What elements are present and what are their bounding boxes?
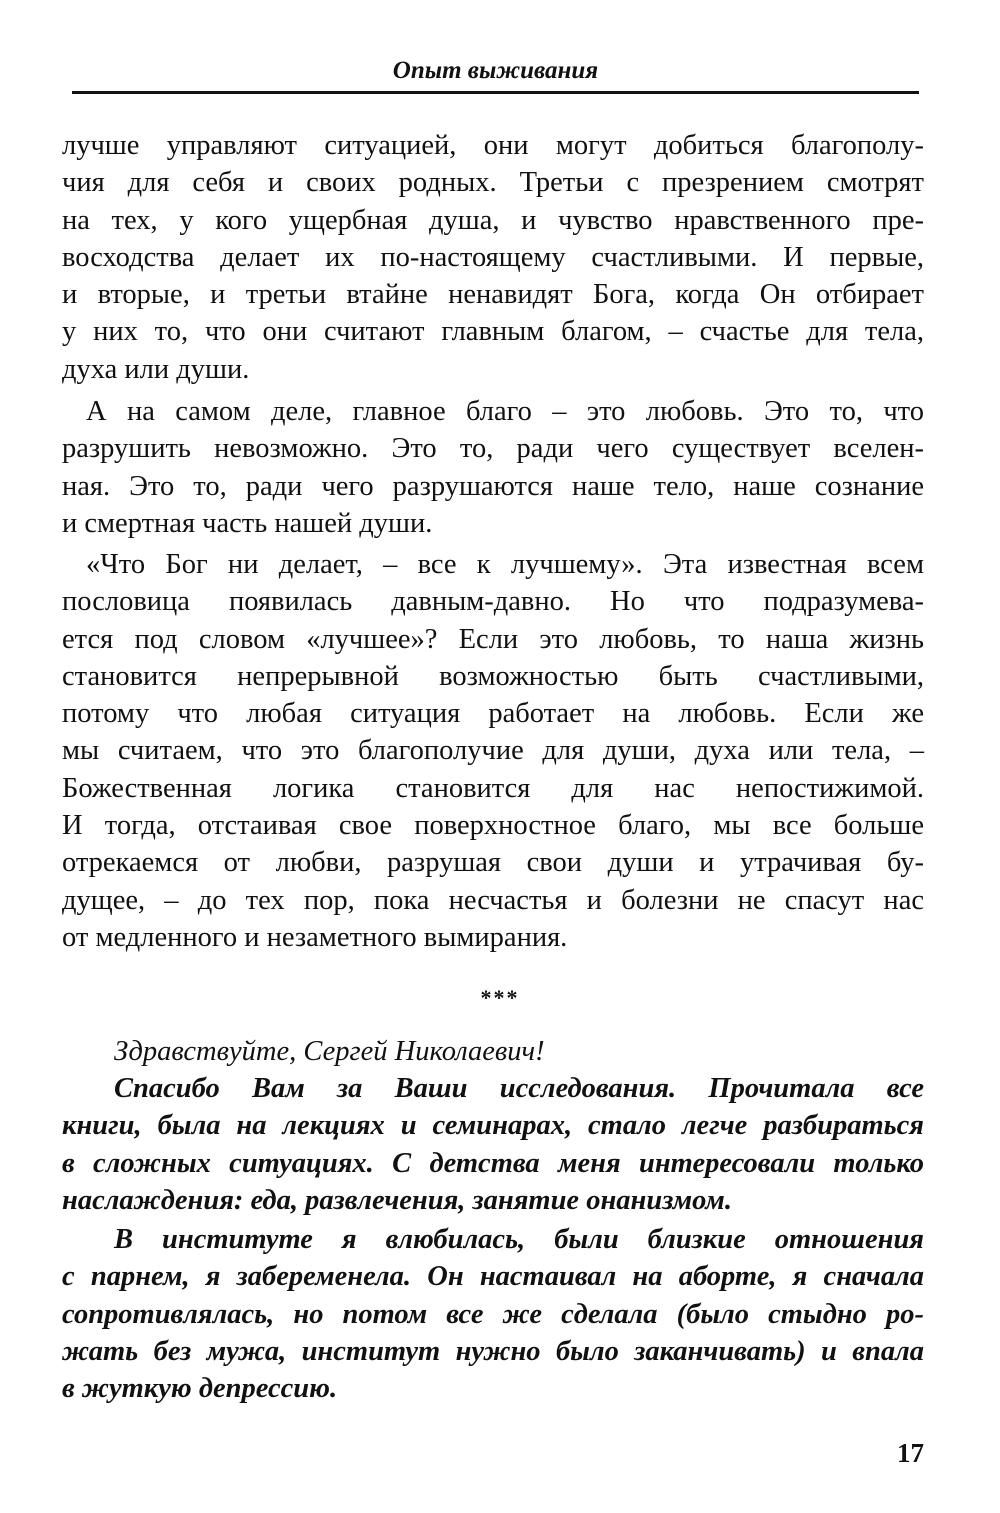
running-head: Опыт выживания [72,55,919,94]
text-line: у них то, что они считают главным благом, – счастье для тела, [62,316,924,348]
text-line: и вторые, и третьи втайне ненавидят Бога, когда Он отбирает [62,279,924,311]
text-line: И тогда, отстаивая свое поверхностное благо, мы все больше [62,810,924,842]
text-line: жать без мужа, институт нужно было заканчивать) и впала [62,1335,924,1367]
text-line: становится непрерывной возможностью быть счастливыми, [62,660,924,692]
text-line: «Что Бог ни делает, – все к лучшему». Эта известная всем [86,549,924,580]
text-line: пословица появилась давным-давно. Но что подразумева- [62,586,924,618]
page-number: 17 [897,1438,924,1468]
text-line: А на самом деле, главное благо – это любовь. Это то, что [86,396,924,427]
text-line: на тех, у кого ущербная душа, и чувство нравственного пре- [62,204,924,236]
text-line: восходства делает их по-настоящему счастливыми. И первые, [62,241,924,273]
text-line: в сложных ситуациях. С детства меня интересовали только [62,1147,924,1179]
text-line: и смертная часть нашей души. [62,507,433,539]
text-line: лучше управляют ситуацией, они могут добиться благополу- [62,130,924,161]
section-separator: *** [480,985,520,1010]
text-line: в жуткую депрессию. [62,1373,338,1405]
text-line: Божественная логика становится для нас непостижимой. [62,772,924,804]
body-paragraph-3 [62,546,924,956]
text-line: Спасибо Вам за Ваши исследования. Прочитала все [114,1073,924,1104]
text-line: от медленного и незаметного вымирания. [62,921,568,953]
letter-paragraph-2 [62,1221,924,1407]
body-paragraph-1 [62,127,924,388]
text-line: с парнем, я забеременела. Он настаивал на аборте, я сначала [62,1261,924,1293]
text-line: разрушить невозможно. Это то, ради чего существует вселен- [62,433,924,465]
text-line: ная. Это то, ради чего разрушаются наше тело, наше сознание [62,470,924,502]
text-line: духа или души. [62,353,250,385]
text-line: ется под словом «лучшее»? Если это любовь, то наша жизнь [62,623,924,655]
text-line: дущее, – до тех пор, пока несчастья и болезни не спасут нас [62,884,924,916]
letter-greeting-block [62,1033,924,1070]
text-line: чия для себя и своих родных. Третьи с презрением смотрят [62,167,924,199]
letter-greeting: Здравствуйте, Сергей Николаевич! [114,1036,545,1067]
text-line: В институте я влюбилась, были близкие отношения [114,1224,924,1255]
text-line: мы считаем, что это благополучие для души, духа или тела, – [62,735,924,767]
text-line: сопротивлялась, но потом все же сделала (было стыдно ро- [62,1298,924,1330]
letter-paragraph-1 [62,1070,924,1219]
text-line: книги, была на лекциях и семинарах, стало легче разбираться [62,1110,924,1142]
text-line: потому что любая ситуация работает на любовь. Если же [62,698,924,730]
text-line: отрекаемся от любви, разрушая свои души и утрачивая бу- [62,847,924,879]
text-line: наслаждения: еда, развлечения, занятие онанизмом. [62,1184,732,1216]
body-paragraph-2 [62,393,924,542]
